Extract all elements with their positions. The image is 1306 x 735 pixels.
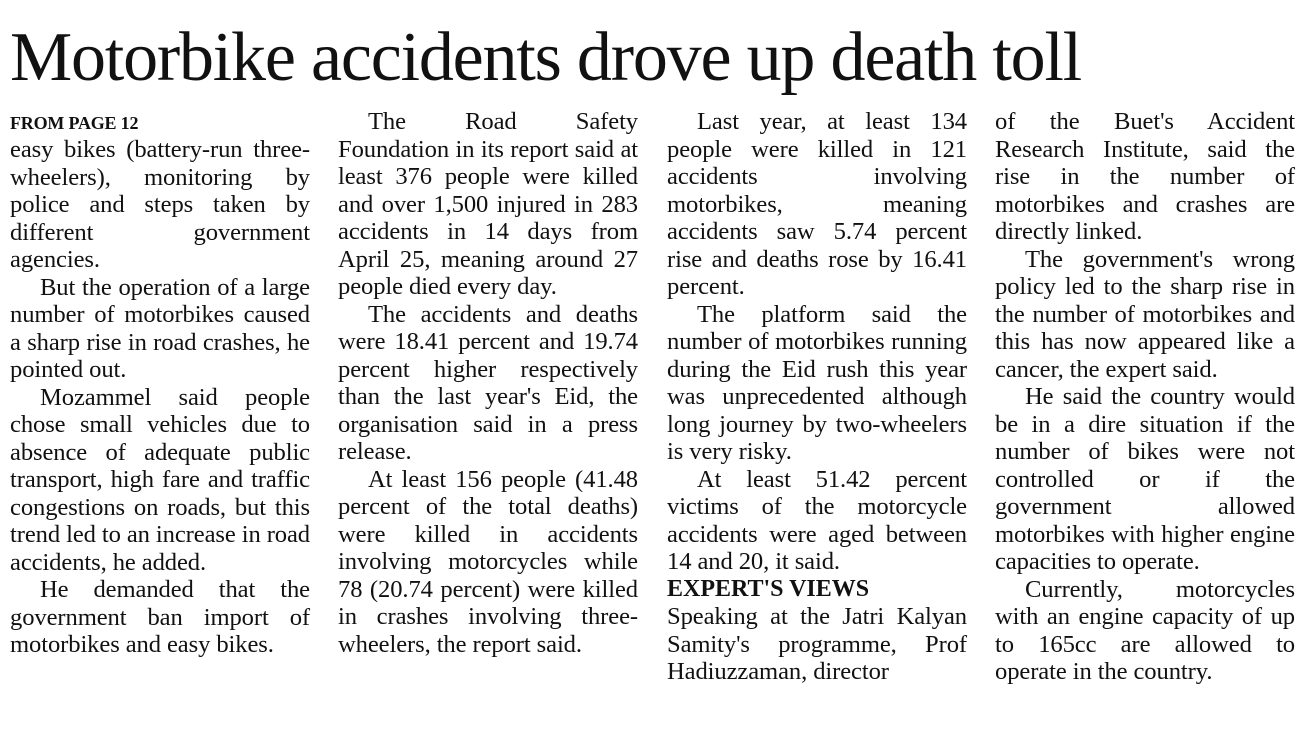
body-paragraph: Mozammel said people chose small vehicles due to absence of adequate public transport, high fare and traffic congestions on roads, but this trend led to an increase in road accidents, he added.: [10, 383, 310, 576]
section-subhead: EXPERT'S VIEWS: [667, 575, 870, 602]
body-paragraph: But the operation of a large number of motorbikes caused a sharp rise in road crashes, he pointed out.: [10, 273, 310, 383]
article-column-4: [995, 108, 1295, 686]
body-paragraph: Currently, motorcycles with an engine capacity of up to 165cc are allowed to operate in the country.: [995, 575, 1295, 685]
continuation-label: FROM PAGE 12: [10, 113, 139, 133]
body-paragraph: Last year, at least 134 people were killed in 121 accidents involving motorbikes, meaning accidents saw 5.74 percent rise and deaths rose by 16.41 percent.: [667, 108, 967, 300]
body-paragraph: The accidents and deaths were 18.41 percent and 19.74 percent higher respectively than the last year's Eid, the organisation said in a press release.: [338, 300, 638, 465]
body-paragraph: easy bikes (battery-run three-wheelers), monitoring by police and steps taken by different government agencies.: [10, 136, 310, 273]
body-paragraph: of the Buet's Accident Research Institute, said the rise in the number of motorbikes and crashes are directly linked.: [995, 108, 1295, 245]
article-column-2: [338, 108, 638, 658]
body-paragraph: The platform said the number of motorbikes running during the Eid rush this year was unprecedented although long journey by two-wheelers is very risky.: [667, 300, 967, 465]
body-paragraph: The Road Safety Foundation in its report said at least 376 people were killed and over 1,500 injured in 283 accidents in 14 days from April 25, meaning around 27 people died every day.: [338, 108, 638, 300]
body-paragraph: Speaking at the Jatri Kalyan Samity's programme, Prof Hadiuzzaman, director: [667, 603, 967, 685]
article-column-3: [667, 108, 967, 686]
article-headline: Motorbike accidents drove up death toll: [10, 19, 1081, 96]
article-column-1: [10, 108, 310, 659]
body-paragraph: He said the country would be in a dire situation if the number of bikes were not controlled or if the government allowed motorbikes with higher engine capacities to operate.: [995, 383, 1295, 575]
body-paragraph: At least 51.42 percent victims of the motorcycle accidents were aged between 14 and 20, it said.: [667, 465, 967, 575]
body-paragraph: The government's wrong policy led to the sharp rise in the number of motorbikes and this has now appeared like a cancer, the expert said.: [995, 245, 1295, 383]
body-paragraph: He demanded that the government ban import of motorbikes and easy bikes.: [10, 576, 310, 658]
body-paragraph: At least 156 people (41.48 percent of the total deaths) were killed in accidents involving motorcycles while 78 (20.74 percent) were killed in crashes involving three-wheelers, the report said.: [338, 465, 638, 658]
